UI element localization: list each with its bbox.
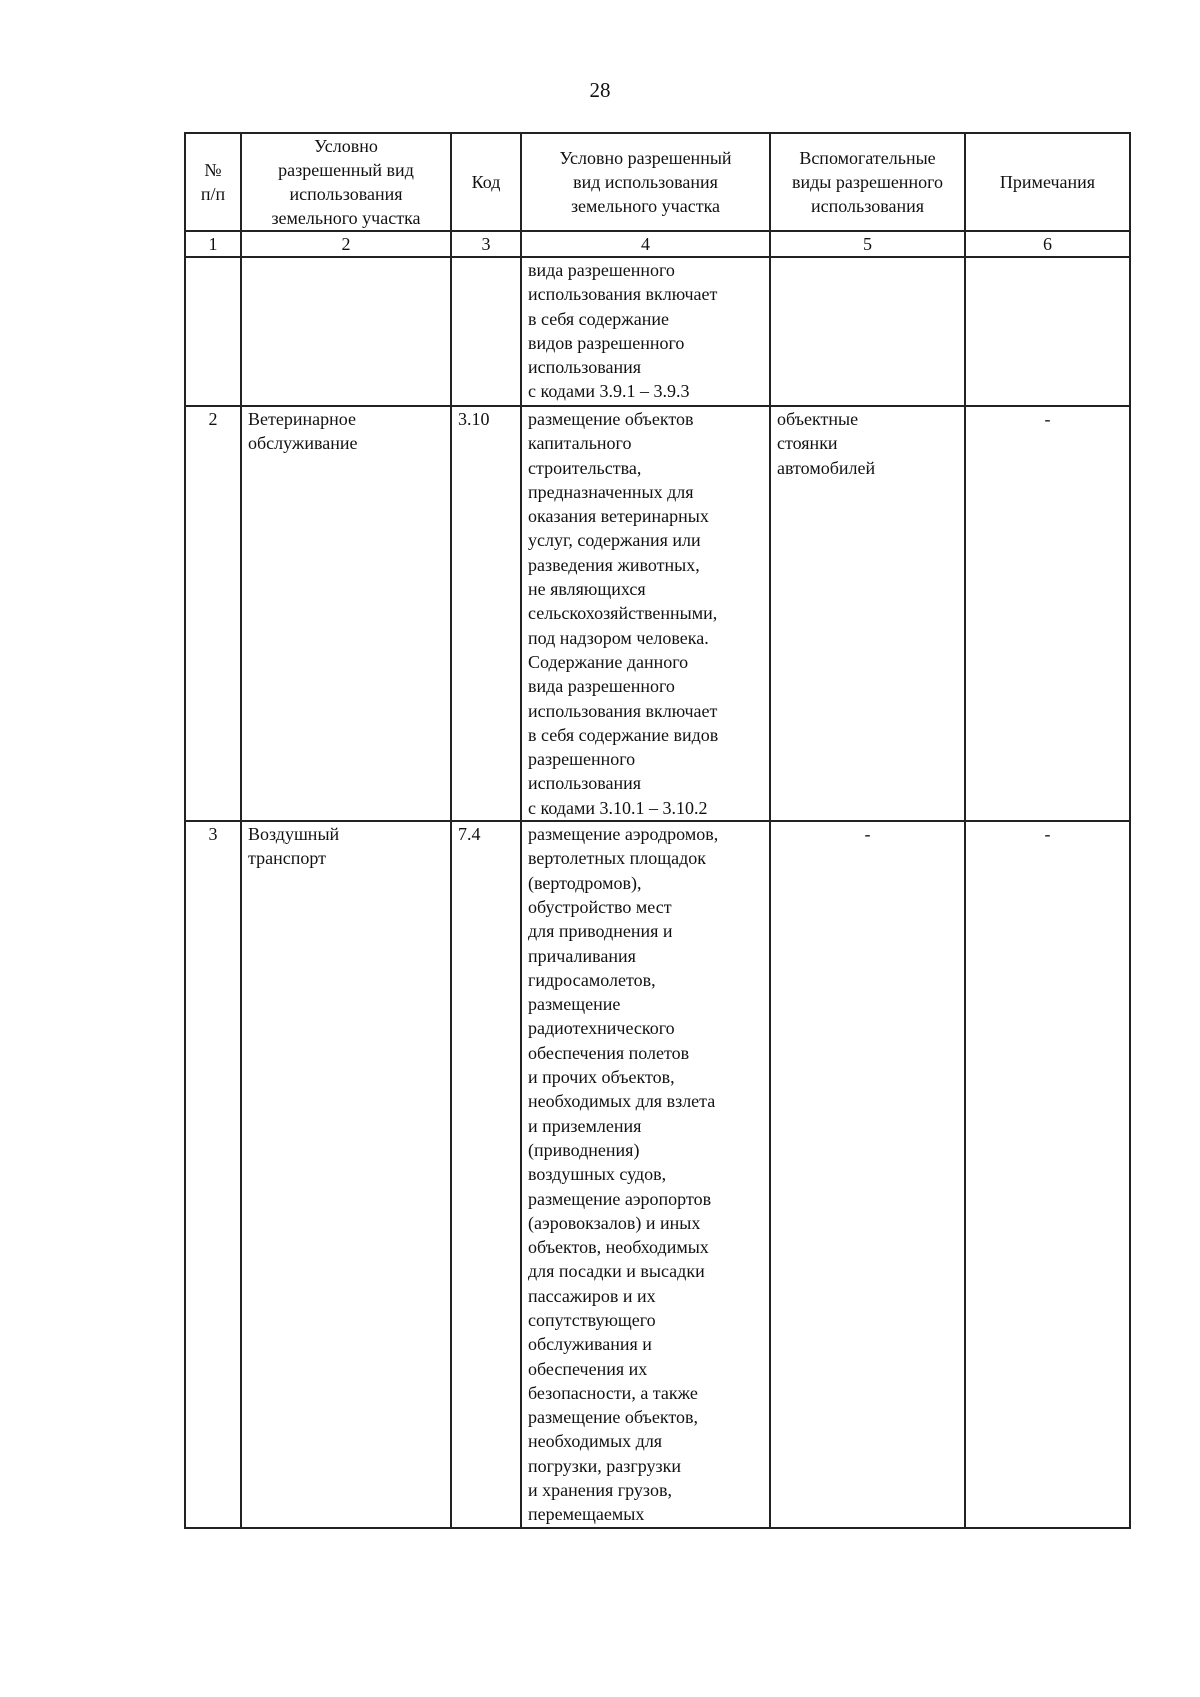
table-row [185,257,1130,406]
column-number: 2 [241,231,451,257]
row-description: вида разрешенного использования включает в себя содержание видов разрешенного использования с кодами 3.9.1 – 3.9.3 [521,257,770,406]
row-number [185,257,241,406]
row-notes: - [965,821,1130,1528]
row-description: размещение объектов капитального строительства, предназначенных для оказания ветеринарных услуг, содержания или разведения животных, не являющихся сельскохозяйственными, под надзором человека. Содержание данного вида разрешенного использования включает в себя содержание видов разрешенного использования с кодами 3.10.1 – 3.10.2 [521,406,770,821]
row-code: 7.4 [451,821,521,1528]
header-notes: Примечания [965,133,1130,231]
row-use-name [241,257,451,406]
row-auxiliary: объектные стоянки автомобилей [770,406,965,821]
row-auxiliary: - [770,821,965,1528]
row-notes: - [965,406,1130,821]
header-auxiliary-uses: Вспомогательные виды разрешенного использования [770,133,965,231]
row-number: 2 [185,406,241,821]
page-number: 28 [589,78,611,102]
column-number: 5 [770,231,965,257]
header-row [185,133,1130,231]
row-code: 3.10 [451,406,521,821]
row-auxiliary [770,257,965,406]
header-code: Код [451,133,521,231]
header-number: № п/п [185,133,241,231]
header-use-description: Условно разрешенный вид использования земельного участка [521,133,770,231]
table-row [185,821,1130,1528]
row-use-name: Воздушный транспорт [241,821,451,1528]
column-number: 1 [185,231,241,257]
land-use-table [184,132,1131,1529]
table-row [185,406,1130,821]
column-number: 6 [965,231,1130,257]
column-number-row [185,231,1130,257]
column-number: 3 [451,231,521,257]
header-permitted-use: Условно разрешенный вид использования земельного участка [241,133,451,231]
row-notes [965,257,1130,406]
row-description: размещение аэродромов, вертолетных площадок (вертодромов), обустройство мест для приводнения и причаливания гидросамолетов, размещение радиотехнического обеспечения полетов и прочих объектов, необходимых для взлета и приземления (приводнения) воздушных судов, размещение аэропортов (аэровокзалов) и иных объектов, необходимых для посадки и высадки пассажиров и их сопутствующего обслуживания и обеспечения их безопасности, а также размещение объектов, необходимых для погрузки, разгрузки и хранения грузов, перемещаемых [521,821,770,1528]
row-number: 3 [185,821,241,1528]
row-use-name: Ветеринарное обслуживание [241,406,451,821]
row-code [451,257,521,406]
column-number: 4 [521,231,770,257]
